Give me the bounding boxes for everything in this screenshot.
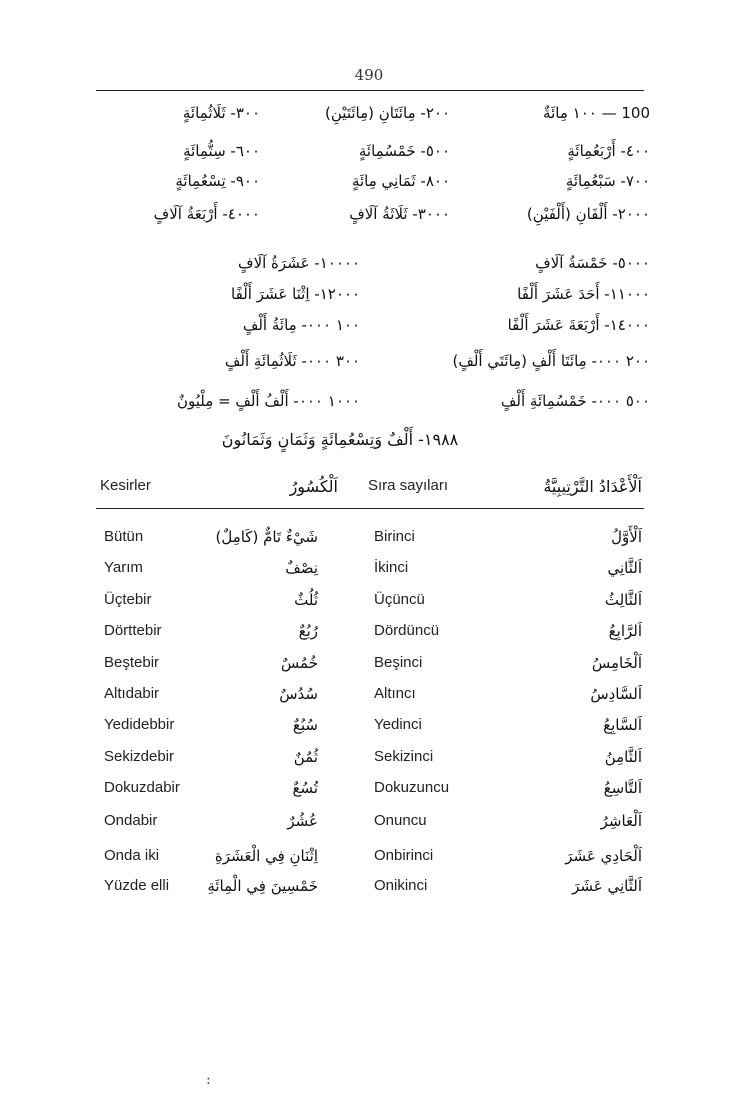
table-row — [0, 748, 738, 778]
number-row — [80, 142, 650, 176]
ordinals-header-ar: اَلْأَعْدَادُ التَّرْتِيبِيَّةُ — [543, 477, 642, 496]
number-item: ٣٠٠ ٠٠٠- ثَلَاثُمِائَةِ أَلْفٍ — [224, 352, 360, 370]
number-row — [80, 316, 650, 350]
number-item: ٢٠٠٠- أَلْفَانِ (أَلْفَيْنِ) — [526, 205, 650, 223]
fraction-tr: Bütün — [104, 528, 144, 545]
header-rule — [96, 90, 644, 91]
fraction-tr: Yüzde elli — [104, 877, 170, 894]
ordinal-ar: اَلثَّامِنُ — [604, 748, 642, 766]
number-row — [80, 205, 650, 239]
number-item: ٧٠٠- سَبْعُمِائَةٍ — [565, 172, 650, 190]
number-item: ٥٠٠- خَمْسُمِائَةٍ — [358, 142, 450, 160]
ordinal-tr: Sekizinci — [374, 748, 434, 765]
number-row — [80, 104, 650, 138]
table-row — [0, 685, 738, 715]
fraction-ar: خُمُسٌ — [280, 654, 318, 672]
fraction-ar: تُسُعٌ — [292, 779, 318, 797]
fraction-ar: ثُمُنٌ — [293, 748, 318, 766]
number-item: ٤٠٠- أَرْبَعُمِائَةٍ — [567, 142, 650, 160]
ordinals-header-tr: Sıra sayıları — [368, 477, 449, 494]
number-item: ١١٠٠٠- أَحَدَ عَشَرَ أَلْفًا — [517, 285, 650, 303]
table-header — [0, 477, 738, 501]
table-row — [0, 877, 738, 907]
number-row — [80, 172, 650, 206]
year-example: ١٩٨٨- أَلْفٌ وَتِسْعُمِائَةٍ وَثَمَانٍ وَثَمَانُونَ — [221, 430, 459, 449]
ordinal-tr: Onikinci — [374, 877, 428, 894]
ordinal-ar: اَلسَّابِعُ — [603, 716, 642, 734]
number-item: ٢٠٠- مِائَتَانِ (مِائَتَيْنِ) — [325, 104, 450, 122]
ordinal-tr: İkinci — [374, 559, 409, 576]
fraction-tr: Yarım — [104, 559, 143, 576]
fraction-tr: Altıdabir — [104, 685, 160, 702]
number-item: ١٠٠ ٠٠٠- مِائَةُ أَلْفٍ — [242, 316, 360, 334]
ordinal-tr: Üçüncü — [374, 591, 425, 608]
number-item: ٤٠٠٠- أَرْبَعَةُ آلَافٍ — [153, 205, 260, 223]
number-item: ١٤٠٠٠- أَرْبَعَةَ عَشَرَ أَلْفًا — [507, 316, 650, 334]
number-item: 100 — ١٠٠ مِائَةٌ — [543, 104, 650, 122]
number-item: ٦٠٠- سِتُّمِائَةٍ — [183, 142, 260, 160]
number-item: ١٠٠٠٠- عَشَرَةُ آلَافٍ — [238, 254, 360, 272]
number-item: ٥٠٠٠- خَمْسَةُ آلَافٍ — [535, 254, 650, 272]
fraction-tr: Dokuzdabir — [104, 779, 180, 796]
ordinal-tr: Onbirinci — [374, 847, 434, 864]
ordinal-ar: اَلسَّادِسُ — [590, 685, 642, 703]
fraction-ar: سُدُسٌ — [279, 685, 318, 703]
table-row — [0, 528, 738, 558]
fraction-tr: Sekizdebir — [104, 748, 175, 765]
number-row — [80, 285, 650, 319]
table-header-rule — [96, 508, 644, 509]
number-row — [80, 392, 650, 426]
number-item: ٨٠٠- ثَمَانِي مِائَةٍ — [351, 172, 450, 190]
fraction-tr: Dörttebir — [104, 622, 162, 639]
fraction-ar: اِثْنَانِ فِي الْعَشَرَةِ — [214, 847, 318, 865]
table-row — [0, 622, 738, 652]
number-row — [80, 352, 650, 386]
table-row — [0, 591, 738, 621]
number-item: ٩٠٠- تِسْعُمِائَةٍ — [175, 172, 260, 190]
ordinal-ar: اَلْحَادِي عَشَرَ — [565, 847, 642, 865]
ordinal-ar: اَلْأَوَّلُ — [611, 528, 642, 546]
fraction-tr: Beştebir — [104, 654, 160, 671]
fraction-ar: خَمْسِينَ فِي الْمِائَةِ — [207, 877, 318, 895]
table-row — [0, 559, 738, 589]
number-item: ٣٠٠- ثَلَاثُمِائَةٍ — [182, 104, 260, 122]
ordinal-tr: Onuncu — [374, 812, 427, 829]
table-row — [0, 654, 738, 684]
ordinal-ar: اَلْعَاشِرُ — [600, 812, 642, 830]
fraction-ar: نِصْفٌ — [285, 559, 318, 577]
fraction-ar: سُبُعٌ — [292, 716, 318, 734]
fractions-header-tr: Kesirler — [100, 477, 151, 494]
footer-mark: : — [206, 1072, 211, 1088]
fraction-ar: عُشُرٌ — [287, 812, 318, 830]
fraction-tr: Onda iki — [104, 847, 160, 864]
ordinal-ar: اَلْخَامِسُ — [591, 654, 642, 672]
fractions-header-ar: اَلْكُسُورُ — [289, 477, 338, 496]
number-row — [80, 254, 650, 288]
fraction-ar: رُبُعٌ — [298, 622, 318, 640]
ordinal-tr: Yedinci — [374, 716, 422, 733]
table-row — [0, 812, 738, 842]
fraction-tr: Yedidebbir — [104, 716, 175, 733]
ordinal-ar: اَلرَّابِعُ — [608, 622, 642, 640]
ordinal-ar: اَلثَّانِي عَشَرَ — [572, 877, 642, 895]
table-row — [0, 779, 738, 809]
ordinal-ar: اَلثَّالِثُ — [604, 591, 642, 609]
page-number: 490 — [354, 66, 384, 84]
number-item: ٢٠٠ ٠٠٠- مِائَتَا أَلْفٍ (مِائَتَي أَلْفٍ) — [452, 352, 650, 370]
number-item: ٣٠٠٠- ثَلَاثَةُ آلَافٍ — [349, 205, 450, 223]
table-row — [0, 716, 738, 746]
ordinal-tr: Dokuzuncu — [374, 779, 450, 796]
fraction-tr: Üçtebir — [104, 591, 152, 608]
fraction-ar: ثُلُثٌ — [294, 591, 318, 609]
ordinal-ar: اَلثَّانِي — [607, 559, 642, 577]
ordinal-tr: Birinci — [374, 528, 415, 545]
number-item: ٥٠٠ ٠٠٠- خَمْسُمِائَةِ أَلْفٍ — [500, 392, 650, 410]
ordinal-tr: Dördüncü — [374, 622, 440, 639]
ordinal-tr: Beşinci — [374, 654, 423, 671]
table-row — [0, 847, 738, 877]
number-item: ١٢٠٠٠- اِثْنَا عَشَرَ أَلْفًا — [231, 285, 360, 303]
ordinal-tr: Altıncı — [374, 685, 416, 702]
fraction-ar: شَيْءٌ تَامٌّ (كَامِلٌ) — [215, 528, 318, 546]
number-item: ١٠٠٠ ٠٠٠- أَلْفُ أَلْفٍ = مِلْيُونٌ — [176, 392, 360, 410]
fraction-tr: Ondabir — [104, 812, 158, 829]
ordinal-ar: اَلتَّاسِعُ — [603, 779, 642, 797]
